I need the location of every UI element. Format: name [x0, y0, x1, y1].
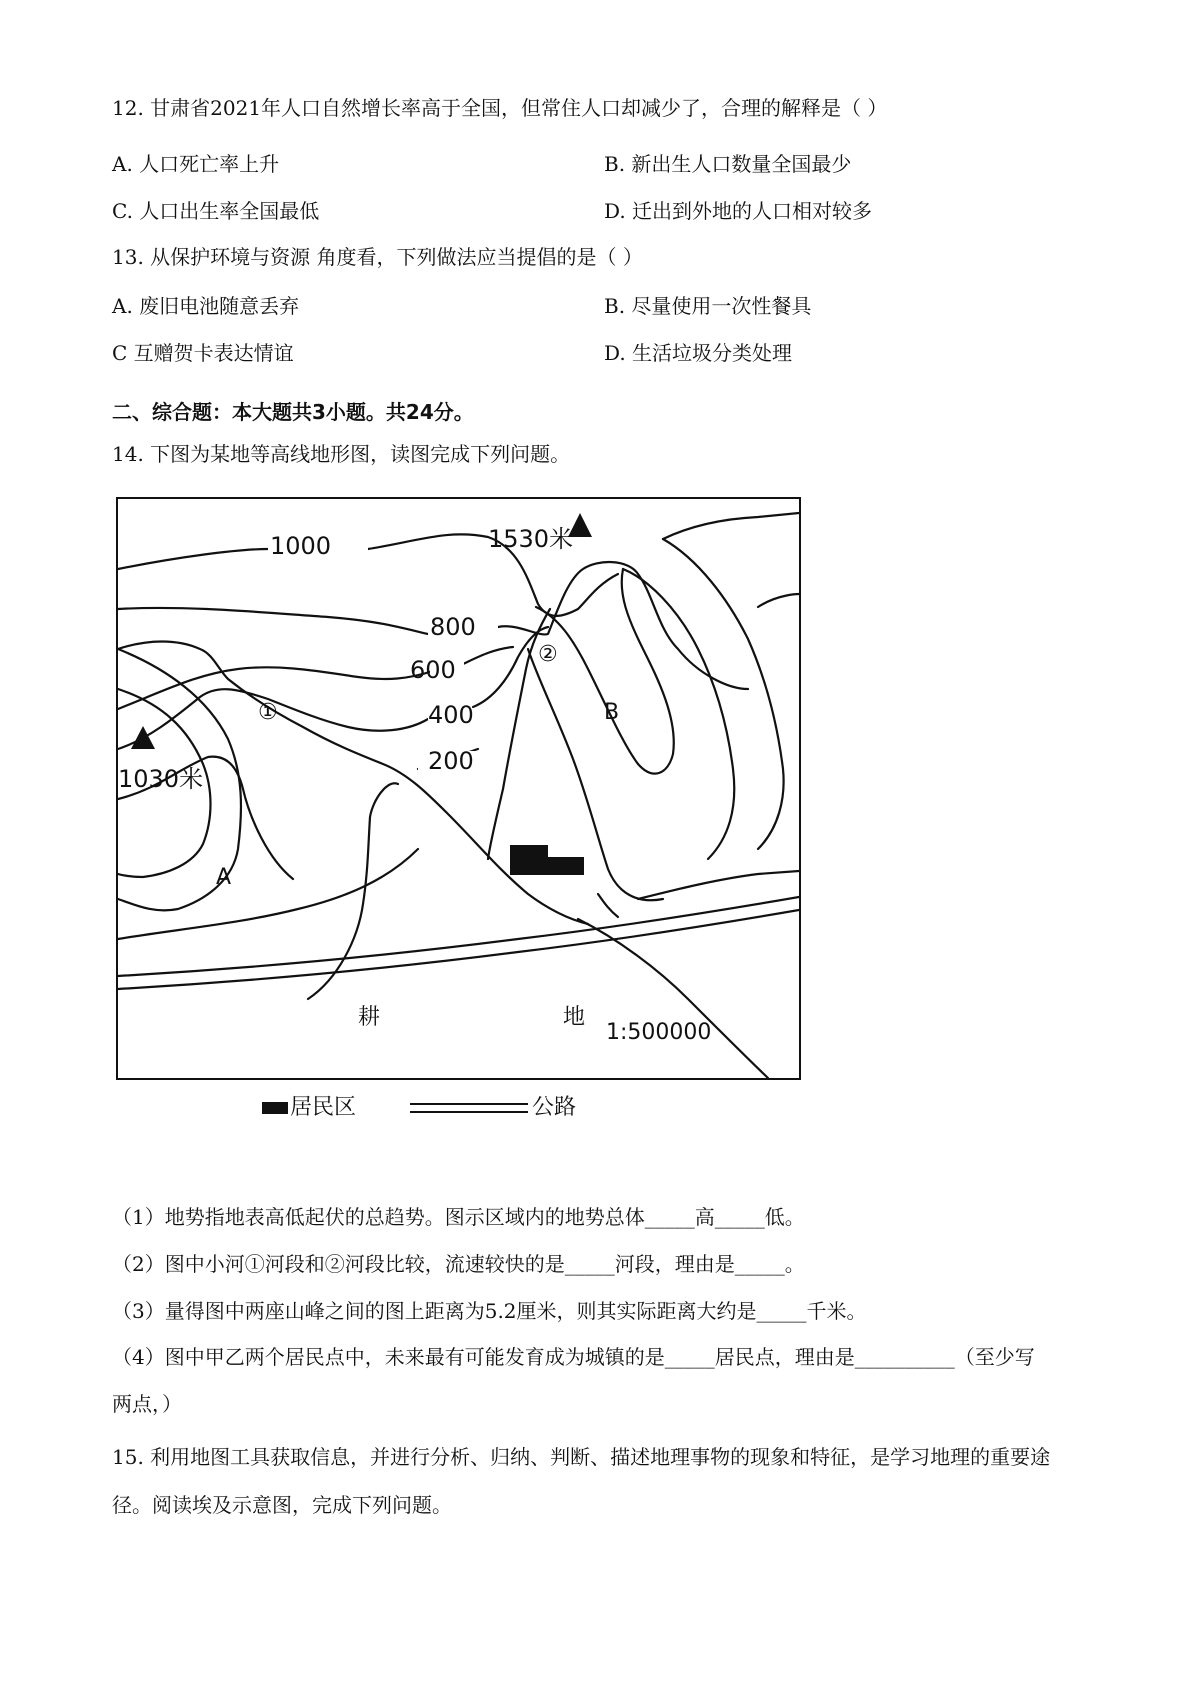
label-200: 200 — [428, 747, 474, 775]
label-scale: 1:500000 — [606, 1020, 712, 1045]
road-line-upper — [118, 897, 799, 976]
road-branch — [598, 894, 618, 917]
legend-residential — [262, 1090, 356, 1130]
q13-stem: 13. 从保护环境与资源 角度看，下列做法应当提倡的是（ ） — [112, 245, 643, 269]
peak-icon-west — [131, 726, 155, 749]
section-heading: 二、综合题：本大题共3小题。共24分。 — [112, 400, 474, 424]
ridge-east-2 — [536, 569, 674, 774]
q14-sub-4-cont: 两点，） — [112, 1392, 182, 1416]
road-line-lower — [118, 910, 799, 989]
label-point-b: B — [604, 700, 620, 725]
q13-option-c: C 互赠贺卡表达情谊 — [112, 341, 294, 365]
road-swatch — [410, 1103, 528, 1113]
residential-block-2 — [544, 857, 584, 875]
q12-option-c: C. 人口出生率全国最低 — [112, 199, 320, 223]
ridge-east-3 — [623, 569, 734, 859]
q12-option-b: B. 新出生人口数量全国最少 — [604, 152, 852, 176]
q14-sub-1: （1）地势指地表高低起伏的总趋势。图示区域内的地势总体_____高_____低。 — [112, 1205, 805, 1229]
ridge-east-5 — [758, 594, 799, 607]
q13-option-b: B. 尽量使用一次性餐具 — [604, 294, 812, 318]
label-farmland-1: 耕 — [358, 1005, 381, 1030]
residential-swatch — [262, 1102, 288, 1114]
label-point-a: A — [216, 865, 232, 890]
contour-south — [118, 849, 799, 939]
q14-stem: 14. 下图为某地等高线地形图，读图完成下列问题。 — [112, 442, 571, 466]
ridge-east-4 — [663, 539, 784, 849]
label-800: 800 — [430, 613, 476, 641]
river-lower — [578, 919, 768, 1078]
q13-option-a: A. 废旧电池随意丢弃 — [112, 294, 300, 318]
q12-stem: 12. 甘肃省2021年人口自然增长率高于全国，但常住人口却减少了，合理的解释是（ ） — [112, 96, 888, 120]
label-peak-west: 1030米 — [118, 765, 204, 793]
contour-map — [116, 497, 801, 1080]
legend-road-label: 公路 — [532, 1095, 577, 1120]
q12-option-a: A. 人口死亡率上升 — [112, 152, 280, 176]
label-river-1: ① — [258, 700, 278, 725]
label-600: 600 — [410, 656, 456, 684]
label-1000: 1000 — [270, 532, 332, 560]
label-peak-east: 1530米 — [488, 525, 574, 553]
q15-line-2: 径。阅读埃及示意图，完成下列问题。 — [112, 1493, 452, 1517]
q14-sub-2: （2）图中小河①河段和②河段比较，流速较快的是_____河段，理由是_____。 — [112, 1252, 805, 1276]
legend-residential-label: 居民区 — [290, 1095, 357, 1120]
contour-map-drawing — [118, 499, 799, 1078]
q14-sub-4: （4）图中甲乙两个居民点中，未来最有可能发育成为城镇的是_____居民点，理由是__________（至少写 — [112, 1345, 1035, 1369]
label-400: 400 — [428, 701, 474, 729]
label-river-2: ② — [538, 642, 558, 667]
q15-line-1: 15. 利用地图工具获取信息，并进行分析、归纳、判断、描述地理事物的现象和特征，是学习地理的重要途 — [112, 1445, 1051, 1469]
label-farmland-2: 地 — [563, 1005, 586, 1030]
q13-option-d: D. 生活垃圾分类处理 — [604, 341, 793, 365]
q14-sub-3: （3）量得图中两座山峰之间的图上距离为5.2厘米，则其实际距离大约是_____千米。 — [112, 1299, 867, 1323]
residential-block — [510, 845, 548, 875]
q12-option-d: D. 迁出到外地的人口相对较多 — [604, 199, 873, 223]
legend-road — [410, 1090, 576, 1130]
